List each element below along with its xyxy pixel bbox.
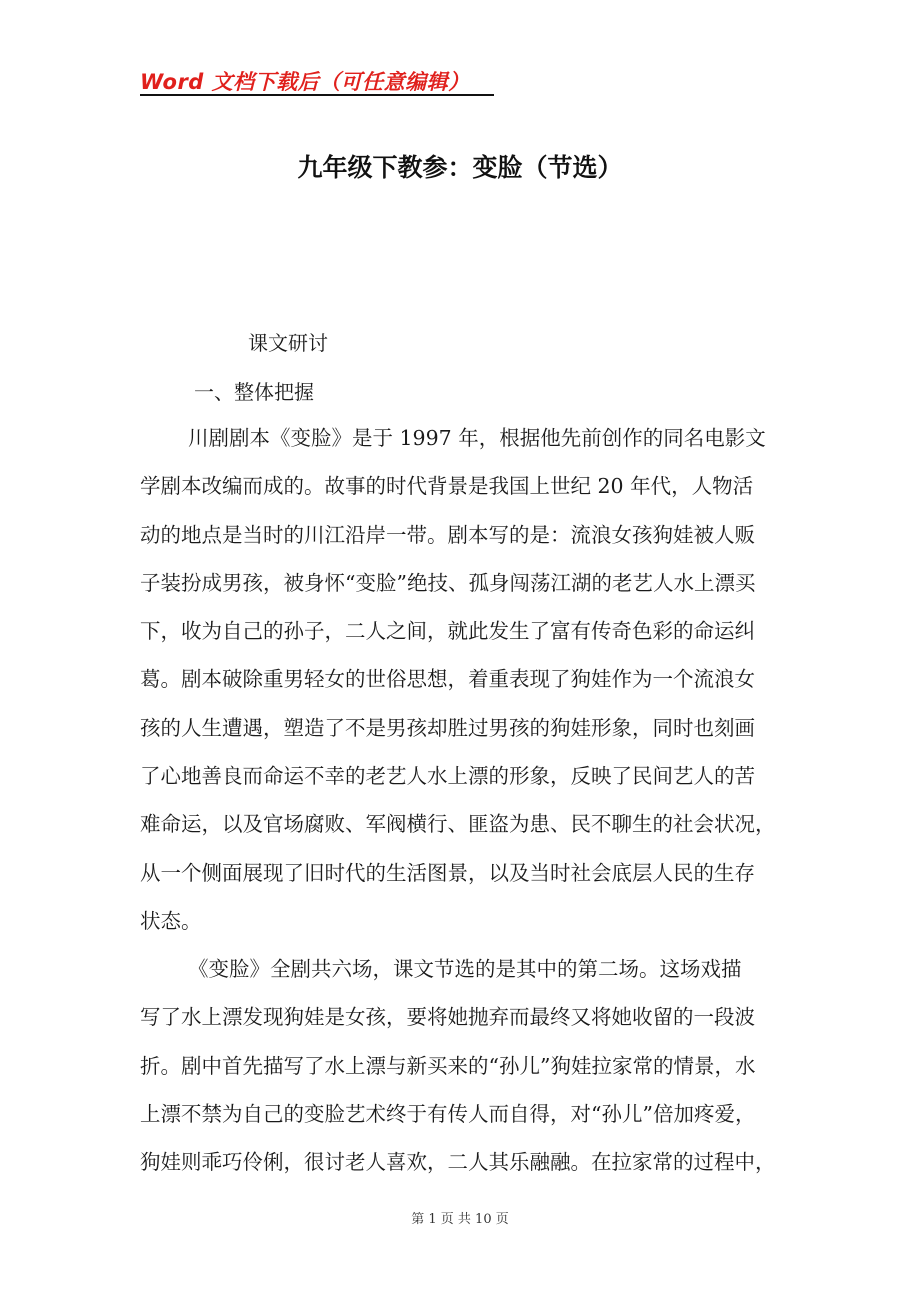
paragraph-line: 写了水上漂发现狗娃是女孩，要将她抛弃而最终又将她收留的一段波: [140, 1005, 755, 1030]
paragraph-line: 状态。: [140, 908, 202, 933]
paragraph-line: 孩的人生遭遇，塑造了不是男孩却胜过男孩的狗娃形象，同时也刻画: [140, 715, 755, 740]
page-footer: 第 1 页 共 10 页: [411, 1212, 509, 1227]
paragraph-line: 从一个侧面展现了旧时代的生活图景，以及当时社会底层人民的生存: [140, 860, 755, 885]
paragraph-line: 折。剧中首先描写了水上漂与新买来的“孙儿”狗娃拉家常的情景，水: [140, 1053, 756, 1078]
paragraph-line: 《变脸》全剧共六场，课文节选的是其中的第二场。这场戏描: [188, 957, 742, 981]
paragraph-line: 葛。剧本破除重男轻女的世俗思想，着重表现了狗娃作为一个流浪女: [140, 667, 755, 692]
paragraph-line: 狗娃则乖巧伶俐，很讨老人喜欢，二人其乐融融。在拉家常的过程中，: [140, 1150, 776, 1175]
paragraph-2: [140, 945, 780, 1186]
paragraph-line: 川剧剧本《变脸》是于 1997 年，根据他先前创作的同名电影文: [188, 426, 766, 450]
header-underline: [140, 94, 494, 96]
section-heading: 课文研讨: [248, 331, 328, 355]
paragraph-line: 子装扮成男孩，被身怀“变脸”绝技、孤身闯荡江湖的老艺人水上漂买: [140, 570, 756, 595]
paragraph-1: [140, 414, 780, 945]
subsection-heading: 一、整体把握: [194, 380, 314, 404]
document-header: [140, 66, 470, 96]
paragraph-line: 了心地善良而命运不幸的老艺人水上漂的形象，反映了民间艺人的苦: [140, 764, 755, 789]
paragraph-line: 难命运，以及官场腐败、军阀横行、匪盗为患、民不聊生的社会状况，: [140, 812, 776, 837]
paragraph-line: 学剧本改编而成的。故事的时代背景是我国上世纪 20 年代，人物活: [140, 474, 754, 499]
paragraph-line: 动的地点是当时的川江沿岸一带。剧本写的是：流浪女孩狗娃被人贩: [140, 522, 755, 547]
paragraph-line: 上漂不禁为自己的变脸艺术终于有传人而自得，对“孙儿”倍加疼爱，: [140, 1101, 756, 1126]
header-text: Word 文档下载后（可任意编辑）: [140, 70, 470, 94]
paragraph-line: 下，收为自己的孙子，二人之间，就此发生了富有传奇色彩的命运纠: [140, 619, 755, 644]
document-title: 九年级下教参：变脸（节选）: [297, 153, 623, 182]
